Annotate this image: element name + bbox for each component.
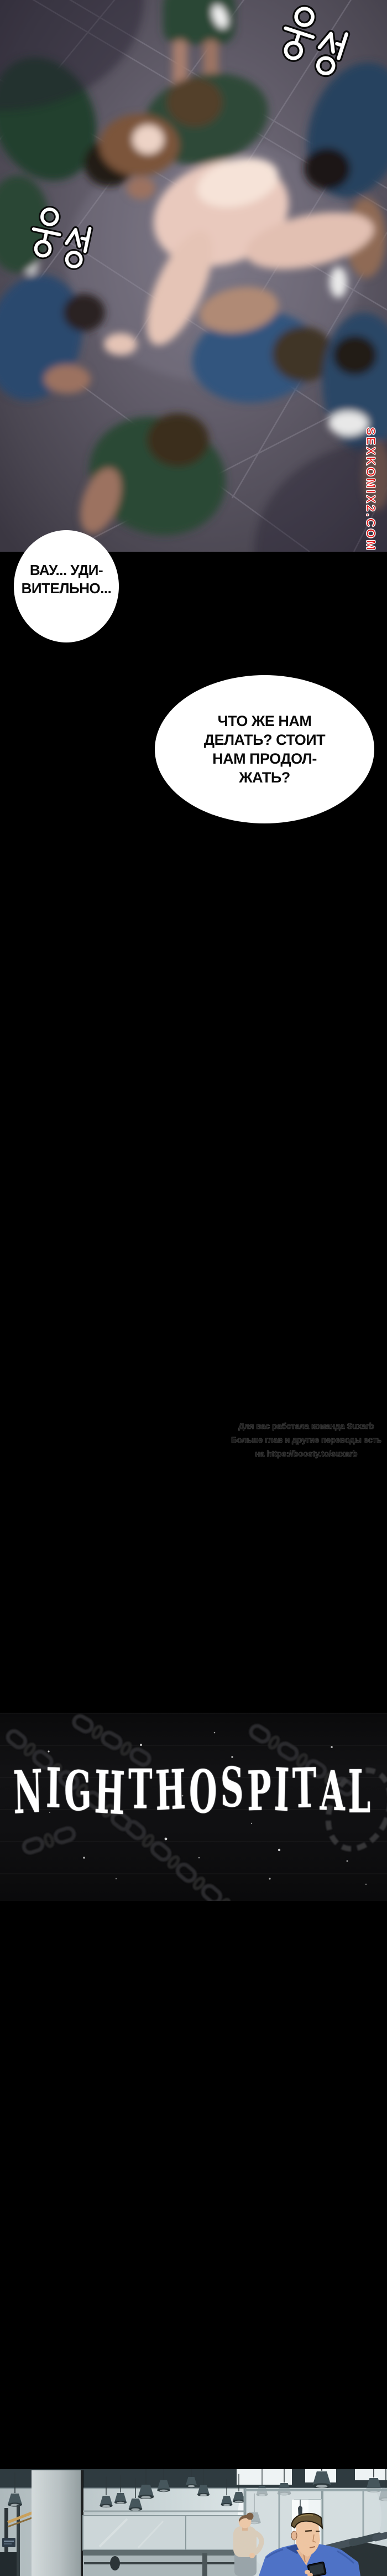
- speech-line: НАМ ПРОДОЛ-: [212, 750, 317, 767]
- speech-line: ВАУ... УДИ-: [29, 561, 103, 578]
- comic-panel-top-art: [0, 0, 387, 552]
- speech-line: ЖАТЬ?: [239, 769, 290, 786]
- comic-panel-top: [0, 0, 387, 552]
- mirror-band: [83, 2511, 245, 2576]
- pillar: [32, 2470, 83, 2576]
- comic-panel-bottom: [0, 2469, 387, 2576]
- series-title: NIGHTHOSPITAL: [12, 1755, 374, 1829]
- comic-panel-bottom-art: [0, 2469, 387, 2576]
- credits-text: [218, 1420, 387, 1461]
- speech-bubble-1: [14, 530, 119, 642]
- site-watermark: SEXKOMIX2.COM: [364, 427, 378, 552]
- speech-line: ВИТЕЛЬНО...: [21, 579, 112, 597]
- credits-line: Больше глав и другие переводы есть: [231, 1436, 381, 1445]
- title-zone: [0, 1713, 387, 1901]
- speech-line: ДЕЛАТЬ? СТОИТ: [203, 731, 326, 748]
- speech-bubble-2: [155, 675, 374, 823]
- speech-line: ЧТО ЖЕ НАМ: [217, 712, 312, 729]
- credits-line: Для вас работала команда Suxarb: [238, 1422, 374, 1431]
- credits-line: на https://boosty.to/suxarb: [255, 1450, 358, 1459]
